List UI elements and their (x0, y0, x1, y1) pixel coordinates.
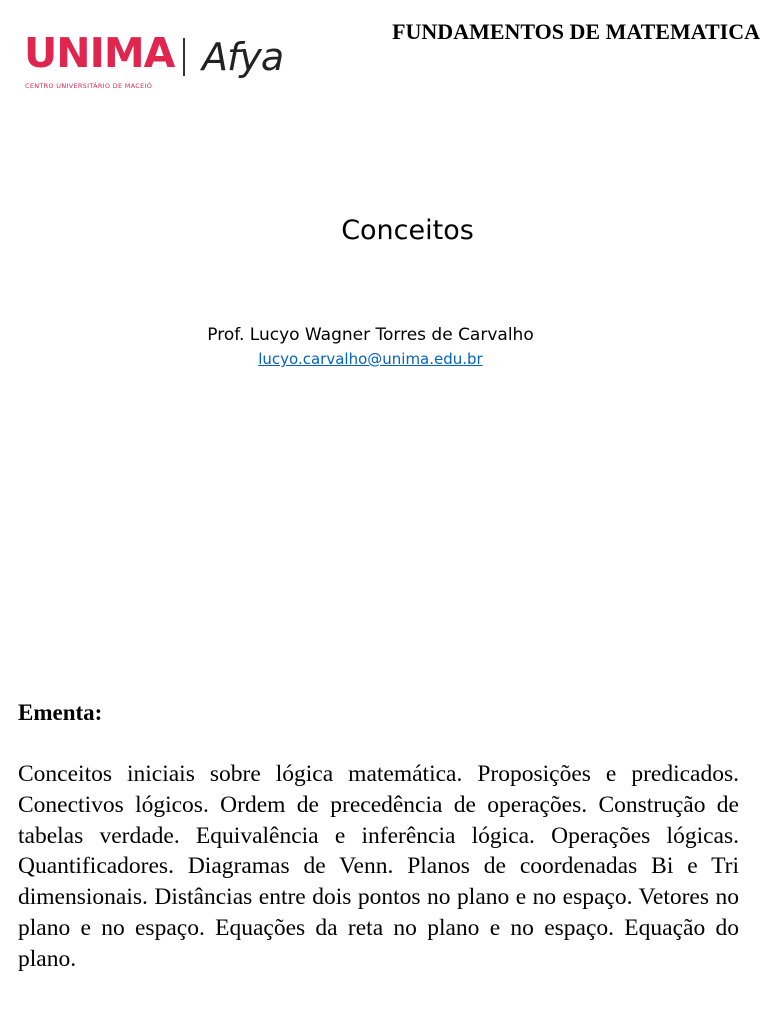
professor-email-container (0, 350, 741, 368)
afya-logo: Afya (202, 35, 284, 79)
header-logos (24, 29, 286, 94)
logo-divider (183, 38, 185, 76)
professor-name: Prof. Lucyo Wagner Torres de Carvalho (207, 325, 534, 345)
syllabus-heading: Ementa: (18, 700, 103, 725)
course-title: FUNDAMENTOS DE MATEMATICA (392, 19, 760, 44)
professor-email-link[interactable]: lucyo.carvalho@unima.edu.br (258, 350, 483, 368)
slide-title: Conceitos (341, 215, 474, 246)
unima-wordmark: UNIMA (24, 29, 175, 77)
unima-subtitle: CENTRO UNIVERSITÁRIO DE MACEIÓ (25, 82, 153, 90)
syllabus-text: Conceitos iniciais sobre lógica matemática. Proposições e predicados. Conectivos lógicos. Ordem de precedência de operações. Construção de tabelas verdade. Equivalência e inferência lógica. Operações lógicas. Quantificadores. Diagramas de Venn. Planos de coordenadas Bi e Tri dimensionais. Distâncias entre dois pontos no plano e no espaço. Vetores no plano e no espaço. Equações da reta no plano e no espaço. Equação do plano. (18, 761, 739, 972)
unima-logo (24, 29, 175, 94)
